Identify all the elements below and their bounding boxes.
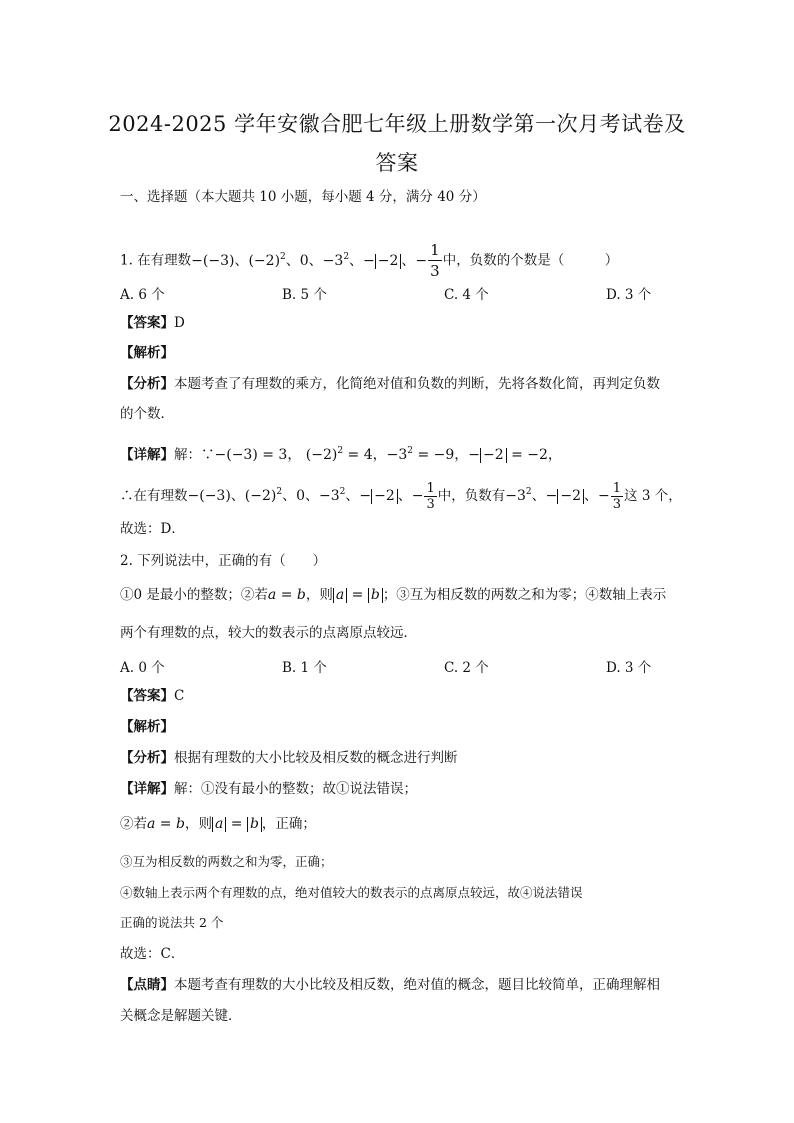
q2-s1-math-b: a = b [333,587,383,603]
q2-l2-math-b: a = b [212,816,262,832]
q2-dianjing-cont: 关概念是解题关键． [120,1008,242,1024]
q1-fenxi [120,375,680,393]
q2-answer-value: C [174,688,185,704]
q2-choose: 故选：C． [120,946,185,962]
q2-l2-math-a: a = b [147,816,185,832]
q1-xiangjie-prefix: 解：∵ [174,447,215,463]
q1-stem-prefix: 1. 在有理数 [120,252,192,269]
q2-l2b: ，则 [184,816,212,832]
q2-xiangjie-text: 解：①没有最小的整数；故①说法错误； [174,781,417,797]
q2-answer [120,687,680,705]
q2-line-2 [120,815,680,833]
q2-line-5: 正确的说法共 2 个 [120,915,224,930]
q2-s1: ①0 是最小的整数；②若 [120,587,268,603]
q1-answer-label: 【答案】 [120,315,174,331]
q2-line-3: ③互为相反数的两数之和为零，正确； [120,854,333,869]
q2-option-b: B. 1 个 [282,660,327,676]
q1-option-d: D. 3 个 [606,287,652,303]
q1-analysis-label: 【解析】 [120,345,174,361]
q2-stem: 2. 下列说法中，正确的有（ ） [120,553,327,569]
q1-fenxi-cont: 的个数． [120,406,174,422]
q2-s1c: ；③互为相反数的两数之和为零；④数轴上表示 [382,587,667,603]
q2-fenxi-text: 根据有理数的大小比较及相反数的概念进行判断 [174,750,458,766]
q1-therefore-mid: 中，负数有 [437,488,506,504]
q2-l2c: ，正确； [261,816,316,832]
q2-analysis-label: 【解析】 [120,719,174,735]
q1-expr: −(−3)、$(-2)^2$、0、$-3^2$、− −2 、− $\frac{1}{3}$ [191,241,440,280]
q1-therefore-prefix: ∴在有理数 [120,488,188,504]
q1-therefore-math-1: −(−3)、$(-2)^2$、0、$-3^2$、− −2 、− $\frac{1}{3}$ [187,480,435,512]
q1-choose: 故选：D． [120,521,185,537]
q1-therefore-suffix: 这 3 个， [624,488,682,504]
q2-s1b: ，则 [305,587,333,603]
q1-therefore-math-2: $-3^2$、− −2 、− $\frac{1}{3}$ [505,480,622,512]
q1-option-b: B. 5 个 [282,287,327,303]
q1-xiangjie [120,442,680,464]
q2-xiangjie [120,780,680,798]
q1-option-a: A. 6 个 [120,287,165,303]
q2-dianjing-text: 本题考查有理数的大小比较及相反数，绝对值的概念，题目比较简单，正确理解相 [174,977,660,993]
q1-therefore [120,476,680,512]
q2-dianjing [120,976,680,994]
q1-fenxi-text: 本题考查了有理数的乘方，化简绝对值和负数的判断，先将各数化简，再判定负数 [174,376,660,392]
title-line-2: 答案 [375,151,419,175]
q2-option-a: A. 0 个 [120,660,165,676]
q1-stem-suffix: 中，负数的个数是（ ） [442,252,619,269]
q2-answer-label: 【答案】 [120,688,174,704]
q2-option-d: D. 3 个 [606,660,652,676]
q1-fenxi-label: 【分析】 [120,376,174,392]
q1-option-c: C. 4 个 [444,287,489,303]
q2-line-4: ④数轴上表示两个有理数的点，绝对值较大的数表示的点离原点较远，故④说法错误 [120,885,583,900]
q2-option-c: C. 2 个 [444,660,489,676]
q2-xiangjie-label: 【详解】 [120,781,174,797]
q2-fenxi [120,749,680,767]
q1-answer-value: D [174,315,185,331]
section-heading: 一、选择题（本大题共 10 小题，每小题 4 分，满分 40 分） [120,189,486,205]
q2-statements-2: 两个有理数的点，较大的数表示的点离原点较远． [120,625,417,641]
q2-l2a: ②若 [120,816,147,832]
q2-fenxi-label: 【分析】 [120,750,174,766]
q2-s1-math-a: a = b [267,587,306,603]
q1-answer [120,314,680,332]
q1-stem [120,240,680,281]
title-line-1: 2024-2025 学年安徽合肥七年级上册数学第一次月考试卷及 [108,112,686,136]
q1-xiangjie-label: 【详解】 [120,447,174,463]
q1-xiangjie-math: −(−3) = 3， $(-2)^2 = 4$，$-3^2 = -9$，− −2 = −2， [214,446,562,463]
q2-statements-1 [120,586,680,604]
q2-dianjing-label: 【点睛】 [120,977,174,993]
